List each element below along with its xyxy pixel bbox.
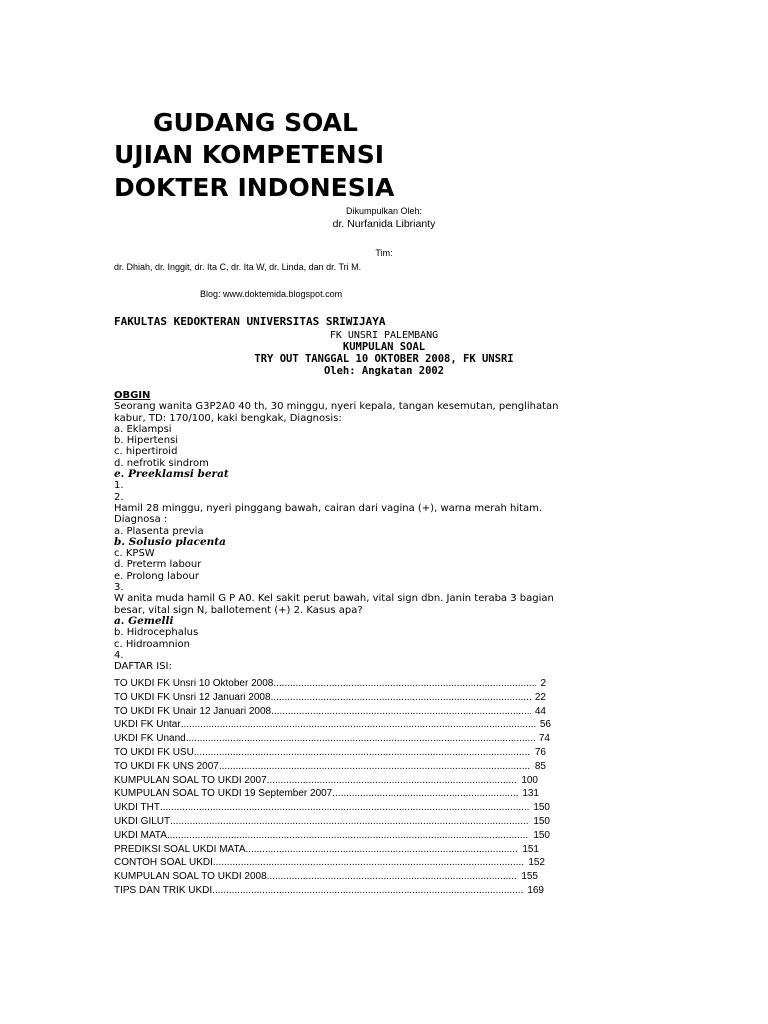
toc-leader: [170, 815, 529, 829]
toc-heading: DAFTAR ISI:: [114, 661, 172, 673]
question-2-answer: b. Solusio placenta: [114, 535, 226, 548]
toc-page: 150: [533, 802, 550, 814]
toc-page: 44: [534, 705, 546, 717]
question-number: 2.: [114, 491, 124, 503]
toc-label: CONTOH SOAL UKDI: [114, 857, 213, 869]
toc-label: UKDI FK Untar: [114, 719, 181, 731]
toc-leader: [267, 870, 518, 884]
toc-row[interactable]: [114, 843, 539, 857]
toc-row[interactable]: [114, 760, 546, 774]
toc-label: TO UKDI FK USU: [114, 746, 194, 758]
question-3-option: b. Hidrocephalus: [114, 627, 199, 639]
question-1-text: Seorang wanita G3P2A0 40 th, 30 minggu, nyeri kepala, tangan kesemutan, penglihatan: [114, 401, 559, 413]
toc-page: 2: [540, 678, 546, 689]
toc-row[interactable]: [114, 815, 550, 829]
toc-leader: [181, 718, 536, 732]
title-line-1: GUDANG SOAL: [153, 108, 358, 137]
toc-page: 131: [522, 788, 539, 800]
toc-leader: [271, 691, 531, 705]
toc-page: 152: [528, 857, 545, 869]
toc-label: KUMPULAN SOAL TO UKDI 2007: [114, 774, 267, 786]
toc-leader: [271, 705, 531, 719]
faculty-name: FAKULTAS KEDOKTERAN UNIVERSITAS SRIWIJAYA: [114, 315, 386, 328]
toc-leader: [212, 884, 523, 898]
toc-page: 100: [521, 774, 538, 786]
toc-label: TIPS DAN TRIK UKDI: [114, 884, 213, 896]
toc-label: KUMPULAN SOAL TO UKDI 2008: [114, 871, 267, 883]
toc-row[interactable]: [114, 829, 550, 843]
toc-page: 74: [538, 733, 550, 745]
question-3-text: W anita muda hamil G P A0. Kel sakit perut bawah, vital sign dbn. Janin teraba 3 bagian: [114, 593, 554, 605]
toc-label: TO UKDI FK UNS 2007: [114, 760, 219, 772]
toc-row[interactable]: [114, 746, 546, 760]
question-2-text: Diagnosa :: [114, 514, 168, 526]
title-line-2: UJIAN KOMPETENSI: [114, 140, 385, 169]
toc-leader: [160, 801, 529, 815]
toc-label: PREDIKSI SOAL UKDI MATA: [114, 843, 246, 855]
question-1-answer: e. Preeklamsi berat: [114, 468, 229, 481]
question-2-option: e. Prolong labour: [114, 570, 199, 582]
toc-row[interactable]: [114, 718, 551, 732]
section-heading: OBGIN: [114, 390, 151, 401]
toc-row[interactable]: [114, 774, 538, 788]
collection-title: KUMPULAN SOAL: [342, 341, 426, 353]
team-members: dr. Dhiah, dr. Inggit, dr. Ita C, dr. Ita W, dr. Linda, dan dr. Tri M.: [114, 262, 362, 272]
question-2-option: c. KPSW: [114, 548, 155, 560]
faculty-campus: FK UNSRI PALEMBANG: [329, 330, 439, 341]
toc-row[interactable]: [114, 884, 544, 898]
toc-leader: [273, 677, 536, 691]
question-2-text: Hamil 28 minggu, nyeri pinggang bawah, cairan dari vagina (+), warna merah hitam.: [114, 502, 543, 514]
toc-label: UKDI THT: [114, 802, 160, 814]
toc-page: 150: [533, 829, 550, 841]
title-line-3: DOKTER INDONESIA: [114, 173, 395, 202]
question-3-text: besar, vital sign N, ballotement (+) 2. Kasus apa?: [114, 604, 363, 616]
toc-leader: [167, 829, 529, 843]
toc-label: UKDI FK Unand: [114, 733, 186, 745]
toc-label: TO UKDI FK Unsri 10 Oktober 2008: [114, 678, 274, 689]
toc-label: KUMPULAN SOAL TO UKDI 19 September 2007: [114, 788, 333, 800]
toc-page: 85: [534, 760, 546, 772]
toc-page: 56: [539, 719, 551, 731]
toc-label: TO UKDI FK Unsri 12 Januari 2008: [114, 691, 271, 703]
question-number: 1.: [114, 480, 124, 492]
question-1-text: kabur, TD: 170/100, kaki bengkak, Diagnosis:: [114, 412, 342, 424]
toc-row[interactable]: [114, 870, 538, 884]
question-1-option: a. Eklampsi: [114, 423, 172, 435]
question-1-option: c. hipertiroid: [114, 446, 178, 458]
toc-leader: [267, 774, 518, 788]
toc-row[interactable]: [114, 677, 546, 691]
compiler-name: dr. Nurfanida Librianty: [332, 218, 436, 230]
toc-page: 22: [534, 691, 546, 703]
blog-link[interactable]: Blog: www.doktemida.blogspot.com: [200, 289, 343, 299]
toc-page: 151: [522, 843, 539, 855]
toc-row[interactable]: [114, 787, 539, 801]
toc-label: UKDI GILUT: [114, 815, 171, 827]
question-3-option: c. Hidroamnion: [114, 638, 190, 650]
toc-row[interactable]: [114, 705, 546, 719]
toc-label: TO UKDI FK Unair 12 Januari 2008: [114, 705, 272, 717]
toc-row[interactable]: [114, 856, 545, 870]
toc-page: 150: [533, 815, 550, 827]
toc-row[interactable]: [114, 732, 550, 746]
toc-page: 169: [527, 884, 544, 896]
toc-page: 76: [534, 746, 546, 758]
toc-label: UKDI MATA: [114, 829, 167, 841]
team-label: Tim:: [375, 248, 393, 258]
question-2-option: a. Plasenta previa: [114, 525, 204, 537]
question-1-option: b. Hipertensi: [114, 435, 179, 447]
question-3-answer: a. Gemelli: [114, 614, 174, 627]
toc-leader: [194, 746, 531, 760]
question-number: 4.: [114, 649, 124, 661]
questions-block: [114, 390, 674, 672]
tryout-title: TRY OUT TANGGAL 10 OKTOBER 2008, FK UNSRI: [254, 353, 514, 365]
tryout-by: Oleh: Angkatan 2002: [323, 365, 445, 377]
toc-row[interactable]: [114, 801, 550, 815]
toc-leader: [332, 787, 518, 801]
toc-leader: [213, 856, 524, 870]
table-of-contents: [114, 677, 554, 898]
compiled-by-label: Dikumpulkan Oleh:: [345, 206, 423, 216]
question-2-option: d. Preterm labour: [114, 559, 202, 571]
toc-page: 155: [521, 871, 538, 883]
toc-leader: [186, 732, 535, 746]
question-1-option: d. nefrotik sindrom: [114, 457, 209, 469]
toc-row[interactable]: [114, 691, 546, 705]
question-number: 3.: [114, 582, 124, 594]
toc-leader: [246, 843, 519, 857]
toc-leader: [219, 760, 531, 774]
